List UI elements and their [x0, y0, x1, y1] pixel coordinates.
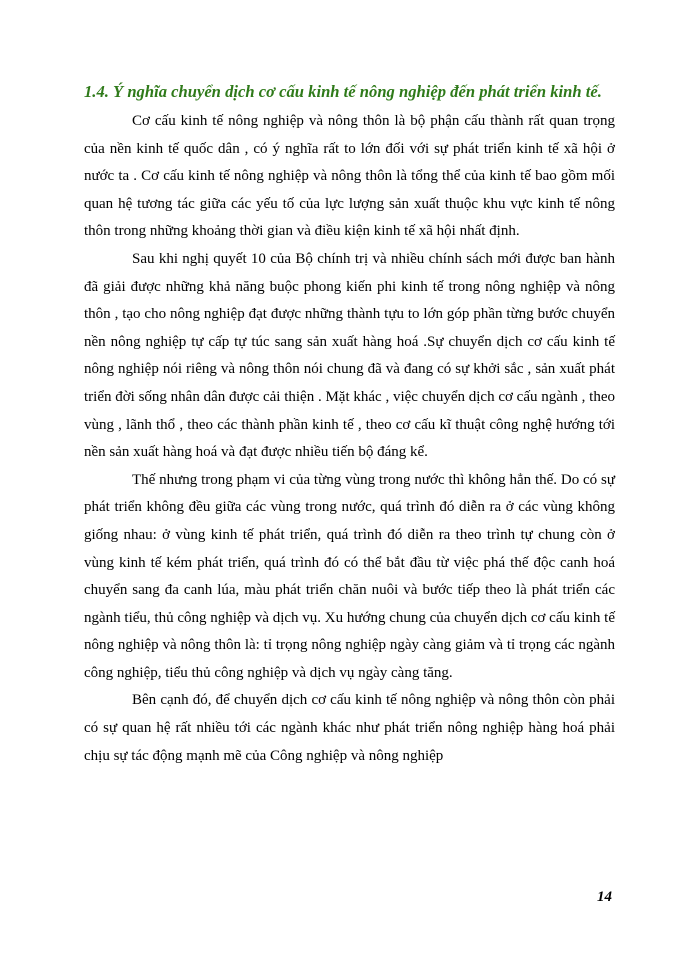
section-heading: 1.4. Ý nghĩa chuyển dịch cơ cấu kinh tế nông nghiệp đến phát triển kinh tế.	[84, 82, 602, 101]
paragraph-3: Thế nhưng trong phạm vi của từng vùng trong nước thì không hẳn thế. Do có sự phát triển không đều giữa các vùng trong nước, quá trình đó diễn ra ở các vùng không giống nhau: ở vùng kinh tế phát triển, quá trình đó diễn ra theo trình tự chung còn ở vùng kinh tế kém phát triển, quá trình đó có thể bắt đầu từ việc phá thế độc canh hoá chuyển sang đa canh lúa, màu phát triển chăn nuôi và bước tiếp theo là phát triển các ngành tiểu, thủ công nghiệp và dịch vụ. Xu hướng chung của chuyển dịch cơ cấu kinh tế nông nghiệp và nông thôn là: tỉ trọng nông nghiệp ngày càng giảm và tỉ trọng các ngành công nghiệp, tiểu thủ công nghiệp và dịch vụ ngày càng tăng.	[84, 471, 615, 681]
page-number: 14	[597, 889, 612, 905]
paragraph-2: Sau khi nghị quyết 10 của Bộ chính trị và nhiều chính sách mới được ban hành đã giải được những khả năng buộc phong kiến phi kinh tế trong nông nghiệp và nông thôn , tạo cho nông nghiệp đạt được những thành tựu to lớn góp phần từng bước chuyển nền nông nghiệp tự cấp tự túc sang sản xuất hàng hoá .Sự chuyển dịch cơ cấu kinh tế nông nghiệp nói riêng và nông thôn nói chung đã và đang có sự khởi sắc , sản xuất phát triển đời sống nhân dân được cải thiện . Mặt khác , việc chuyển dịch cơ cấu ngành , theo vùng , lãnh thổ , theo các thành phần kinh tế , theo cơ cấu kĩ thuật công nghệ hướng tới nền sản xuất hàng hoá và đạt được nhiều tiến bộ đáng kể.	[84, 250, 615, 461]
paragraph-1: Cơ cấu kinh tế nông nghiệp và nông thôn là bộ phận cấu thành rất quan trọng của nền kinh tế quốc dân , có ý nghĩa rất to lớn đối với sự phát triển kinh tế xã hội ở nước ta . Cơ cấu kinh tế nông nghiệp và nông thôn là tổng thể của kinh tế bao gồm mối quan hệ tương tác giữa các yếu tố của lực lượng sản xuất thuộc khu vực kinh tế nông thôn trong những khoảng thời gian và điều kiện kinh tế xã hội nhất định.	[84, 113, 615, 240]
paragraph-4: Bên cạnh đó, để chuyển dịch cơ cấu kinh tế nông nghiệp và nông thôn còn phải có sự quan hệ rất nhiều tới các ngành khác như phát triển nông nghiệp hàng hoá phải chịu sự tác động mạnh mẽ của Công nghiệp và nông nghiệp	[84, 692, 615, 764]
document-body	[84, 108, 615, 770]
